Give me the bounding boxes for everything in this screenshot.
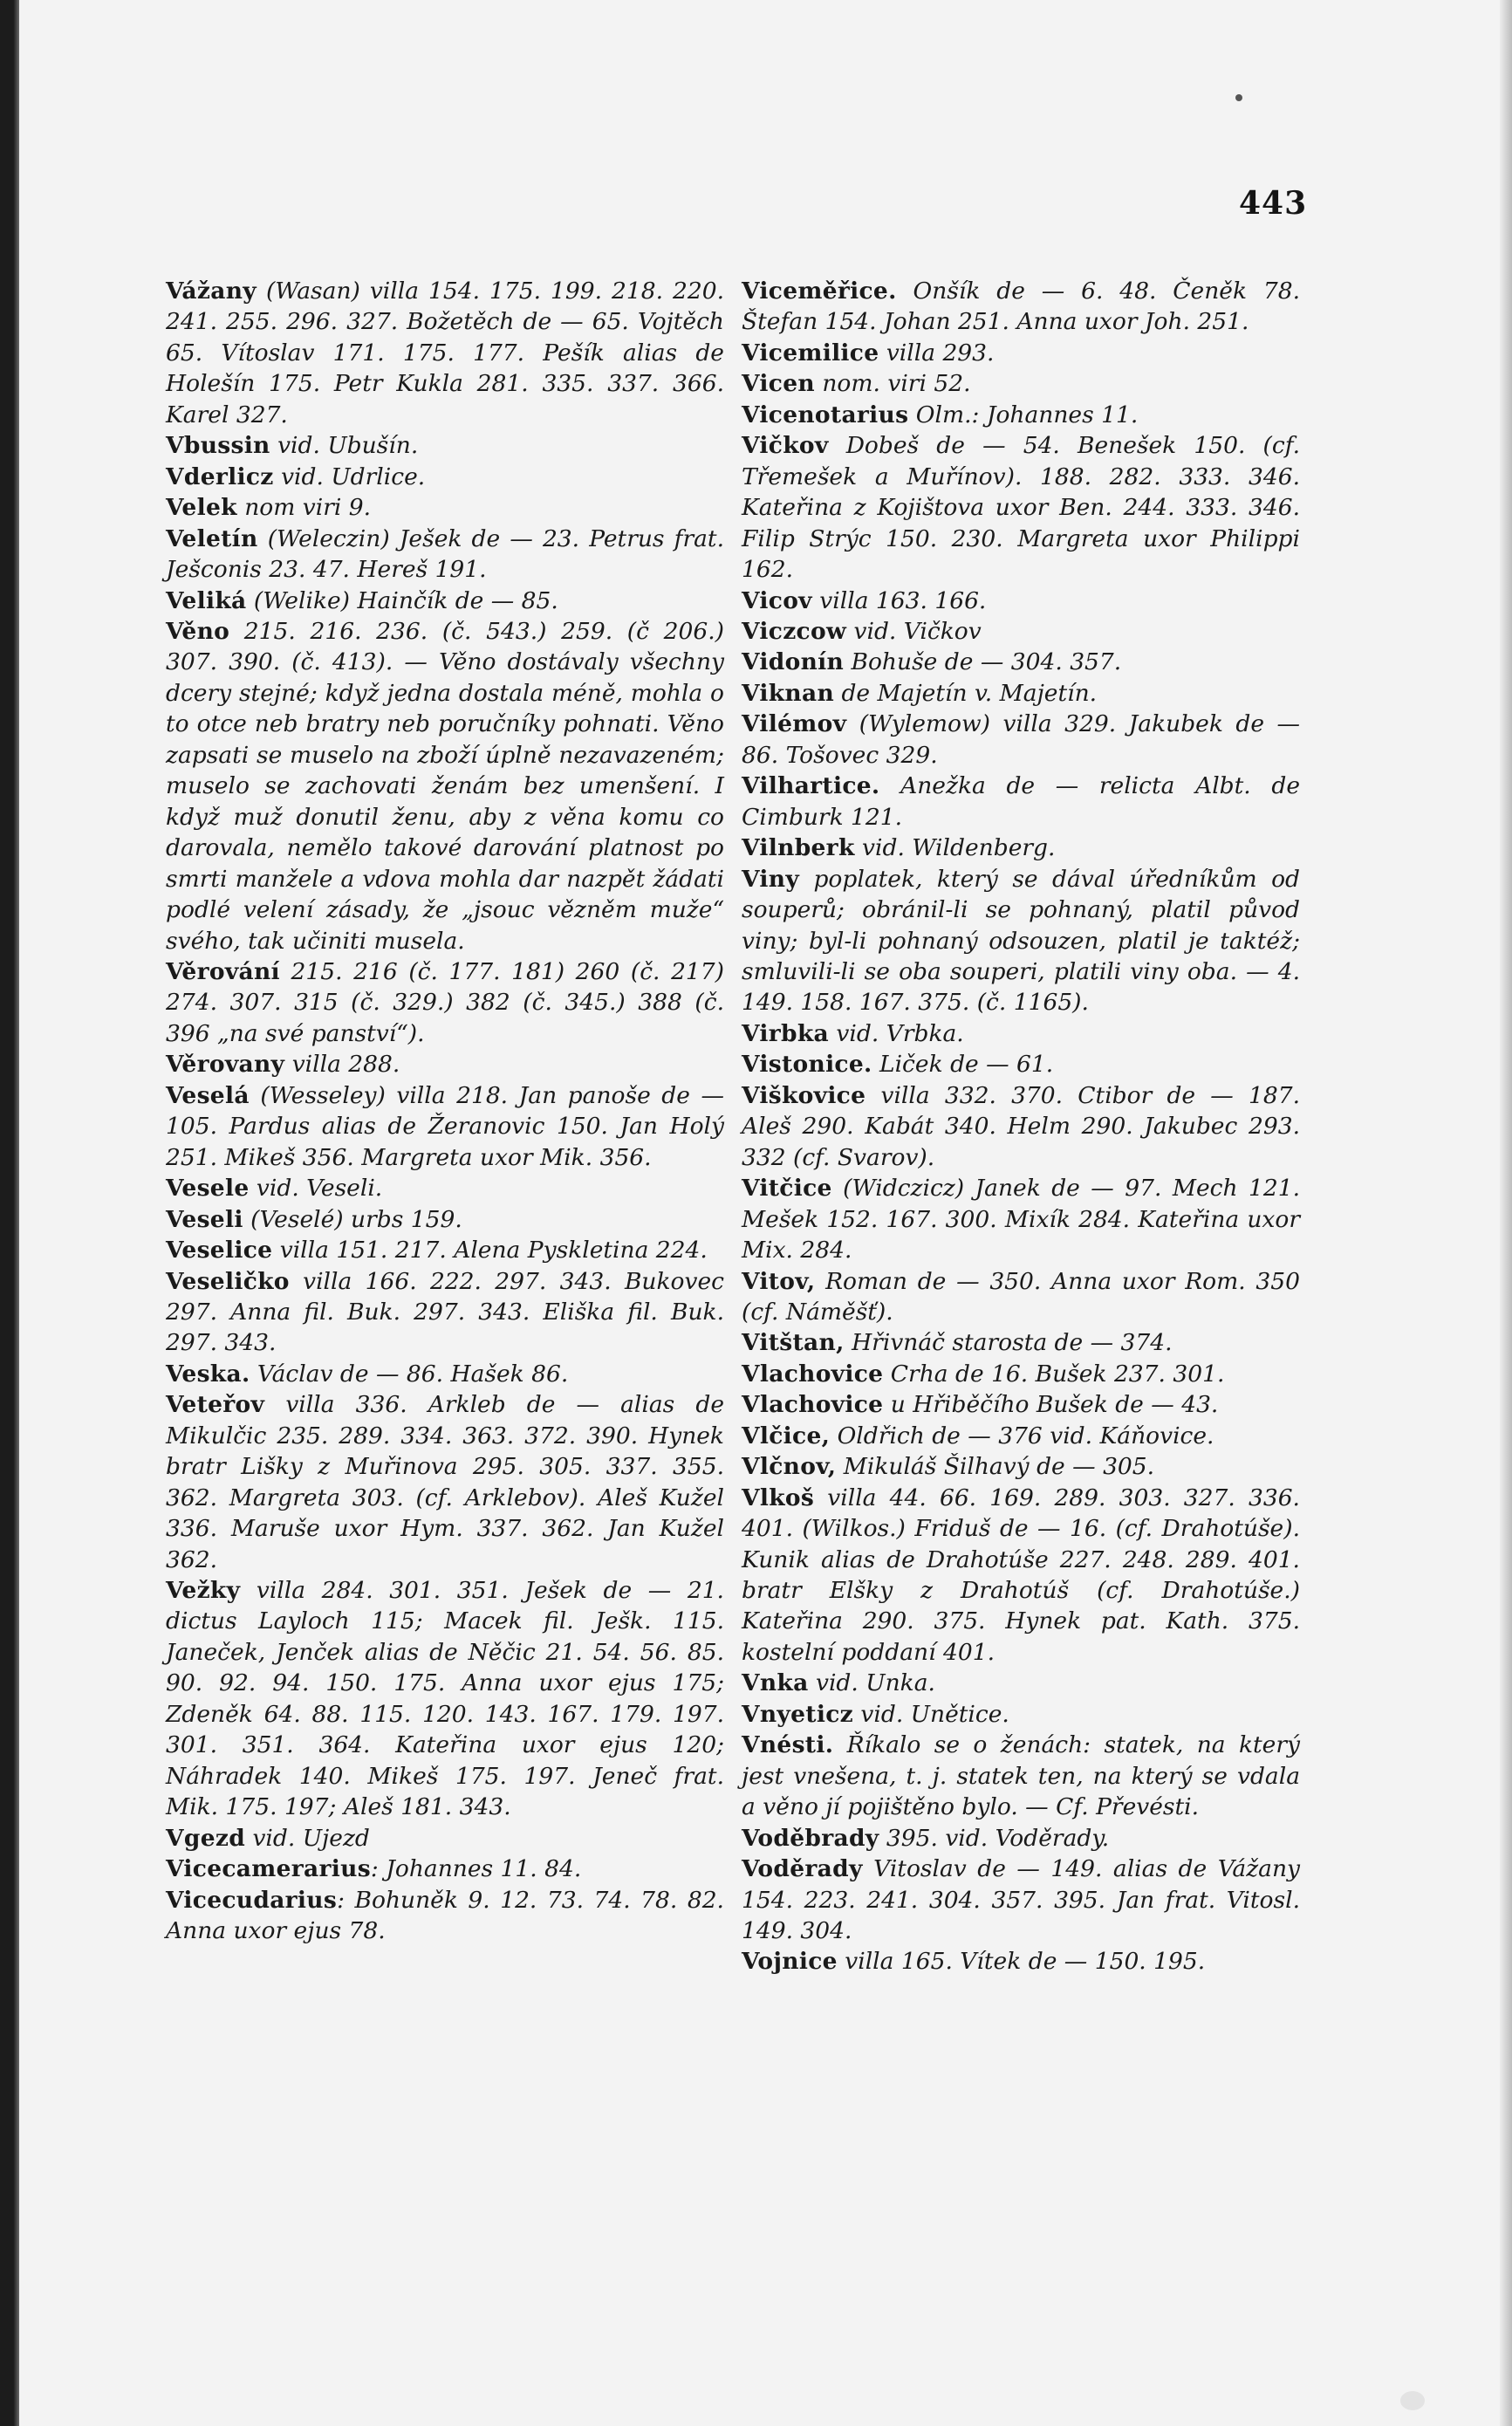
entry-text: Roman de — 350. Anna uxor Rom. 350 (cf. Náměšť). xyxy=(742,1267,1300,1326)
index-entry xyxy=(742,400,1300,430)
entry-headword: Vilnberk xyxy=(742,834,855,862)
entry-headword: Vojnice xyxy=(742,1948,838,1976)
index-entry xyxy=(742,709,1300,771)
entry-headword: Vežky xyxy=(166,1577,241,1605)
index-entry xyxy=(742,647,1300,677)
index-entry xyxy=(742,1483,1300,1669)
entry-text: Anežka de — relicta Albt. de Cimburk 121. xyxy=(742,772,1300,831)
entry-text: nom. viri 52. xyxy=(814,370,971,398)
entry-headword: Velek xyxy=(166,494,237,522)
index-entry xyxy=(166,1080,724,1173)
index-entry xyxy=(742,1173,1300,1265)
entry-headword: Vičkov xyxy=(742,432,829,460)
entry-text: poplatek, který se dával úředníkům od souperů; obránil-li se pohnaný, platil původ viny; byl-li pohnaný odsouzen, platil je taktéž; smluvili-li se oba souperi, platili viny oba. — 4. 149. 158. 167. 375. (č. 1165). xyxy=(742,865,1300,1017)
entry-text: (Veselé) urbs 159. xyxy=(243,1205,462,1233)
index-entry xyxy=(742,276,1300,338)
entry-text: 215. 216 (č. 177. 181) 260 (č. 217) 274. 307. 315 (č. 329.) 382 (č. 345.) 388 (č. 396 „na své panství“). xyxy=(166,957,724,1047)
entry-headword: Vicen xyxy=(742,370,815,398)
index-entry xyxy=(742,338,1300,368)
index-entry xyxy=(742,864,1300,1018)
index-entry xyxy=(166,616,724,956)
entry-headword: Vitštan, xyxy=(742,1329,845,1357)
ink-speck xyxy=(1235,94,1242,101)
index-entry xyxy=(742,833,1300,863)
entry-headword: Vnésti. xyxy=(742,1731,834,1759)
entry-text: Onšík de — 6. 48. Čeněk 78. Štefan 154. Johan 251. Anna uxor Joh. 251. xyxy=(742,278,1300,336)
entry-text: Bohuše de — 304. 357. xyxy=(844,648,1122,676)
index-entry xyxy=(742,1421,1300,1451)
entry-text: Vitoslav de — 149. alias de Vážany 154. 223. 241. 304. 357. 395. Jan frat. Vitosl. 149. 304. xyxy=(742,1855,1300,1945)
entry-headword: Vlkoš xyxy=(742,1484,815,1511)
entry-headword: Veseličko xyxy=(166,1267,290,1295)
entry-headword: Veselice xyxy=(166,1237,273,1264)
index-entry xyxy=(742,1668,1300,1698)
entry-headword: Voděrady xyxy=(742,1855,863,1883)
index-entry xyxy=(166,1235,724,1265)
index-entry xyxy=(742,1018,1300,1049)
index-entry xyxy=(166,1359,724,1389)
entry-headword: Vicecudarius xyxy=(166,1886,338,1914)
entry-text: (Welike) Hainčík de — 85. xyxy=(246,586,558,614)
entry-text: Dobeš de — 54. Benešek 150. (cf. Třemešek a Muřínov). 188. 282. 333. 346. Kateřina z Kojištova uxor Ben. 244. 333. 346. Filip Strýc 150. 230. Margreta uxor Philippi 162. xyxy=(742,432,1300,584)
entry-headword: Vitov, xyxy=(742,1267,816,1295)
index-entry xyxy=(742,1730,1300,1822)
entry-text: vid. Ujezd xyxy=(245,1824,370,1852)
entry-headword: Vitčice xyxy=(742,1175,832,1203)
index-entry xyxy=(166,956,724,1049)
index-entry xyxy=(742,1049,1300,1079)
entry-text: Oldřich de — 376 vid. Káňovice. xyxy=(830,1422,1214,1449)
entry-text: (Weleczin) Ješek de — 23. Petrus frat. Ješconis 23. 47. Hereš 191. xyxy=(166,524,724,584)
index-entry xyxy=(742,1699,1300,1730)
entry-headword: Vlčnov, xyxy=(742,1453,837,1481)
entry-text: villa 165. Vítek de — 150. 195. xyxy=(837,1948,1206,1976)
index-entry xyxy=(742,1266,1300,1328)
entry-headword: Virbka xyxy=(742,1019,829,1047)
entry-headword: Viczcow xyxy=(742,617,847,645)
entry-text: Crha de 16. Bušek 237. 301. xyxy=(883,1360,1225,1388)
page-number: 443 xyxy=(1239,185,1308,222)
index-entry xyxy=(742,616,1300,647)
index-entry xyxy=(166,1049,724,1079)
index-entry xyxy=(166,586,724,616)
entry-headword: Viknan xyxy=(742,679,835,707)
index-entry xyxy=(166,1854,724,1884)
entry-headword: Vicecamerarius xyxy=(166,1855,371,1883)
entry-text: (Wasan) villa 154. 175. 199. 218. 220. 241. 255. 296. 327. Božetěch de — 65. Vojtěch 65. Vítoslav 171. 175. 177. Pešík alias de Holešín 175. Petr Kukla 281. 335. 337. 366. Karel 327. xyxy=(166,278,724,428)
index-entry xyxy=(742,1854,1300,1946)
paper-stain xyxy=(1400,2391,1425,2410)
index-entry xyxy=(166,1204,724,1235)
entry-headword: Viceměřice. xyxy=(742,278,897,305)
entry-text: vid. Veseli. xyxy=(249,1175,383,1203)
index-entry xyxy=(742,1451,1300,1482)
index-entry xyxy=(742,678,1300,709)
index-entry xyxy=(166,1885,724,1947)
entry-headword: Vlachovice xyxy=(742,1391,884,1419)
entry-text: Václav de — 86. Hašek 86. xyxy=(250,1360,569,1388)
entry-text: villa 151. 217. Alena Pyskletina 224. xyxy=(272,1237,708,1264)
index-entry xyxy=(742,1389,1300,1420)
entry-headword: Veteřov xyxy=(166,1391,265,1419)
entry-headword: Vicenotarius xyxy=(742,401,909,428)
entry-headword: Vnka xyxy=(742,1669,809,1697)
index-entry xyxy=(166,430,724,461)
entry-text: vid. Wildenberg. xyxy=(854,834,1056,862)
index-entry xyxy=(742,1946,1300,1977)
entry-text: villa 288. xyxy=(284,1051,400,1079)
entry-text: villa 332. 370. Ctibor de — 187. Aleš 290. Kabát 340. Helm 290. Jakubec 293. 332 (cf. Svarov). xyxy=(742,1081,1300,1171)
entry-text: vid. Vičkov xyxy=(846,617,982,645)
index-entry xyxy=(742,1080,1300,1173)
entry-headword: Vistonice. xyxy=(742,1051,872,1079)
entry-headword: Vderlicz xyxy=(166,463,274,490)
entry-text: : Johannes 11. 84. xyxy=(370,1855,582,1883)
entry-text: vid. Ubušín. xyxy=(270,432,419,460)
entry-text: Říkalo se o ženách: statek, na který jest vnešena, t. j. statek ten, na který se vdala a věno jí pojištěno bylo. — Cf. Převésti. xyxy=(742,1731,1300,1821)
entry-text: villa 163. 166. xyxy=(811,586,987,614)
entry-text: u Hřiběčího Bušek de — 43. xyxy=(883,1391,1219,1419)
entry-text: Liček de — 61. xyxy=(872,1051,1054,1079)
entry-headword: Viny xyxy=(742,865,800,893)
entry-headword: Veselá xyxy=(166,1081,250,1109)
entry-text: : Bohuněk 9. 12. 73. 74. 78. 82. Anna uxor ejus 78. xyxy=(166,1886,724,1945)
index-entry xyxy=(166,1173,724,1203)
entry-headword: Vilhartice. xyxy=(742,772,880,800)
index-entry xyxy=(166,1575,724,1823)
right-column xyxy=(742,276,1300,1977)
index-entry xyxy=(166,1389,724,1575)
entry-text: villa 284. 301. 351. Ješek de — 21. dictus Layloch 115; Macek fil. Ješk. 115. Janeček, Jenček alias de Něčic 21. 54. 56. 85. 90. 92. 94. 150. 175. Anna uxor ejus 175; Zdeněk 64. 88. 115. 120. 143. 167. 179. 197. 301. 351. 364. Kateřina uxor ejus 120; Náhradek 140. Mikeš 175. 197. Jeneč frat. Mik. 175. 197; Aleš 181. 343. xyxy=(166,1577,724,1821)
entry-text: villa 336. Arkleb de — alias de Mikulčic 235. 289. 334. 363. 372. 390. Hynek bratr Lišky z Muřinova 295. 305. 337. 355. 362. Margreta 303. (cf. Arklebov). Aleš Kužel 336. Maruše uxor Hym. 337. 362. Jan Kužel 362. xyxy=(166,1391,724,1573)
entry-headword: Veseli xyxy=(166,1205,243,1233)
entry-headword: Veletín xyxy=(166,524,258,552)
binding-shadow-left xyxy=(0,0,19,2426)
index-entry xyxy=(166,492,724,523)
entry-headword: Voděbrady xyxy=(742,1824,879,1852)
entry-headword: Vicemilice xyxy=(742,339,879,367)
page-edge-right xyxy=(1500,0,1512,2426)
entry-headword: Věrování xyxy=(166,957,280,985)
index-entry xyxy=(166,462,724,492)
entry-text: de Majetín v. Majetín. xyxy=(834,679,1098,707)
entry-headword: Vidonín xyxy=(742,648,845,676)
index-entry xyxy=(742,368,1300,399)
entry-headword: Věrovany xyxy=(166,1051,285,1079)
entry-headword: Viškovice xyxy=(742,1081,866,1109)
entry-text: (Wylemow) villa 329. Jakubek de — 86. Tošovec 329. xyxy=(742,710,1300,769)
entry-headword: Vilémov xyxy=(742,710,847,738)
entry-headword: Vbussin xyxy=(166,432,270,460)
left-column xyxy=(166,276,724,1946)
index-entry xyxy=(742,430,1300,585)
entry-headword: Vgezd xyxy=(166,1824,246,1852)
entry-text: villa 293. xyxy=(879,339,995,367)
entry-headword: Vesele xyxy=(166,1175,250,1203)
index-entry xyxy=(742,586,1300,616)
entry-headword: Věno xyxy=(166,617,230,645)
index-entry xyxy=(742,771,1300,833)
entry-text: vid. Vrbka. xyxy=(829,1019,964,1047)
entry-text: (Wesseley) villa 218. Jan panoše de — 105. Pardus alias de Žeranovic 150. Jan Holý 251. Mikeš 356. Margreta uxor Mik. 356. xyxy=(166,1081,724,1171)
entry-text: vid. Udrlice. xyxy=(273,463,426,490)
entry-headword: Vlčice, xyxy=(742,1422,831,1449)
index-entry xyxy=(166,524,724,586)
entry-text: 395. vid. Voděrady. xyxy=(879,1824,1110,1852)
entry-text: (Widczicz) Janek de — 97. Mech 121. Mešek 152. 167. 300. Mixík 284. Kateřina uxor Mix. 284. xyxy=(742,1175,1300,1264)
index-entry xyxy=(166,276,724,430)
index-entry xyxy=(742,1327,1300,1358)
index-entry xyxy=(742,1823,1300,1854)
entry-text: vid. Unětice. xyxy=(852,1700,1009,1728)
index-entry xyxy=(742,1359,1300,1389)
entry-text: vid. Unka. xyxy=(808,1669,935,1697)
entry-text: Hřivnáč starosta de — 374. xyxy=(844,1329,1173,1357)
entry-headword: Veliká xyxy=(166,586,247,614)
entry-text: Olm.: Johannes 11. xyxy=(908,401,1139,428)
index-entry xyxy=(166,1823,724,1854)
entry-headword: Vlachovice xyxy=(742,1360,884,1388)
entry-headword: Veska. xyxy=(166,1360,250,1388)
entry-headword: Vážany xyxy=(166,278,257,305)
entry-text: Mikuláš Šilhavý de — 305. xyxy=(836,1453,1155,1481)
entry-text: villa 166. 222. 297. 343. Bukovec 297. Anna fil. Buk. 297. 343. Eliška fil. Buk. 297. 343. xyxy=(166,1267,724,1357)
entry-text: 215. 216. 236. (č. 543.) 259. (č 206.) 307. 390. (č. 413). — Věno dostávaly všechny dcery stejné; když jedna dostala méně, mohla o to otce neb bratry neb poručníky pohnati. Věno zapsati se muselo na zboží úplně nezavazeném; muselo se zachovati ženám bez umenšení. I když muž donutil ženu, aby z věna komu co darovala, nemělo takové darování platnost po smrti manžele a vdova mohla dar nazpět žádati podlé velení zásady, že „jsouc vězněm muže“ svého, tak učiniti musela. xyxy=(166,617,724,955)
entry-headword: Vnyeticz xyxy=(742,1700,853,1728)
entry-text: villa 44. 66. 169. 289. 303. 327. 336. 401. (Wilkos.) Friduš de — 16. (cf. Drahotúše). Kunik alias de Drahotúše 227. 248. 289. 401. bratr Elšky z Drahotúš (cf. Drahotúše.) Kateřina 290. 375. Hynek pat. Kath. 375. kostelní poddaní 401. xyxy=(742,1484,1300,1666)
entry-headword: Vicov xyxy=(742,586,812,614)
index-entry xyxy=(166,1266,724,1359)
entry-text: nom viri 9. xyxy=(236,494,372,522)
